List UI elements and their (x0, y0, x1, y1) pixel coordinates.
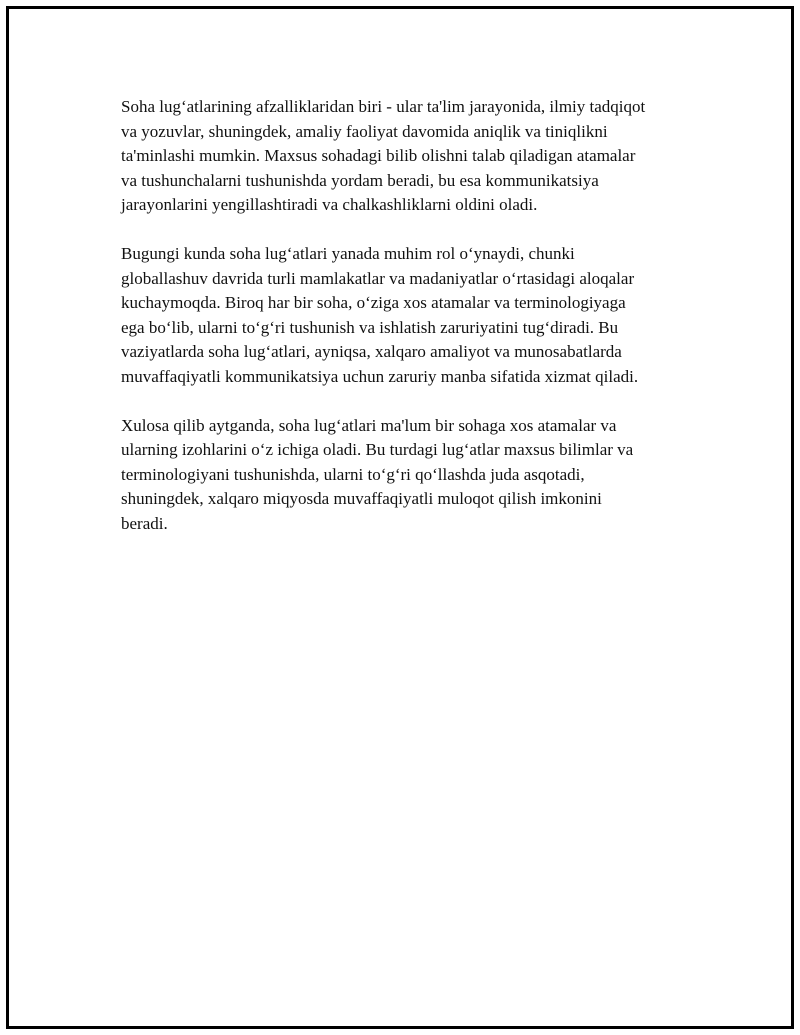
paragraph-line: ega boʻlib, ularni toʻgʻri tushunish va ishlatish zaruriyatini tugʻdiradi. Bu (121, 317, 619, 337)
paragraph-line: kuchaymoqda. Biroq har bir soha, oʻziga xos atamalar va terminologiyaga (121, 293, 626, 312)
page-frame (6, 6, 794, 1029)
paragraph-line: ta'minlashi mumkin. Maxsus sohadagi bilib olishni talab qiladigan atamalar (121, 146, 636, 165)
page-content (121, 95, 701, 561)
paragraph-line: Soha lugʻatlarining afzalliklaridan biri - ular ta'lim jarayonida, ilmiy tadqiqot (121, 97, 646, 116)
paragraph-3 (121, 414, 701, 537)
paragraph-line: Bugungi kunda soha lugʻatlari yanada muhim rol oʻynaydi, chunki (121, 244, 575, 263)
paragraph-line: muvaffaqiyatli kommunikatsiya uchun zaruriy manba sifatida xizmat qiladi. (121, 366, 639, 386)
paragraph-line: beradi. (121, 513, 168, 533)
paragraph-line: globallashuv davrida turli mamlakatlar va madaniyatlar oʻrtasidagi aloqalar (121, 268, 635, 288)
paragraph-line: Xulosa qilib aytganda, soha lugʻatlari ma'lum bir sohaga xos atamalar va (121, 415, 617, 435)
paragraph-line: jarayonlarini yengillashtiradi va chalkashliklarni oldini oladi. (121, 195, 538, 214)
paragraph-line: va tushunchalarni tushunishda yordam beradi, bu esa kommunikatsiya (121, 170, 599, 190)
paragraph-2 (121, 242, 701, 389)
paragraph-line: shuningdek, xalqaro miqyosda muvaffaqiyatli muloqot qilish imkonini (121, 489, 602, 508)
paragraph-1 (121, 95, 701, 218)
paragraph-line: ularning izohlarini oʻz ichiga oladi. Bu turdagi lugʻatlar maxsus bilimlar va (121, 440, 634, 459)
paragraph-line: terminologiyani tushunishda, ularni toʻgʻri qoʻllashda juda asqotadi, (121, 464, 585, 484)
paragraph-line: vaziyatlarda soha lugʻatlari, ayniqsa, xalqaro amaliyot va munosabatlarda (121, 342, 622, 361)
paragraph-line: va yozuvlar, shuningdek, amaliy faoliyat davomida aniqlik va tiniqlikni (121, 121, 608, 141)
